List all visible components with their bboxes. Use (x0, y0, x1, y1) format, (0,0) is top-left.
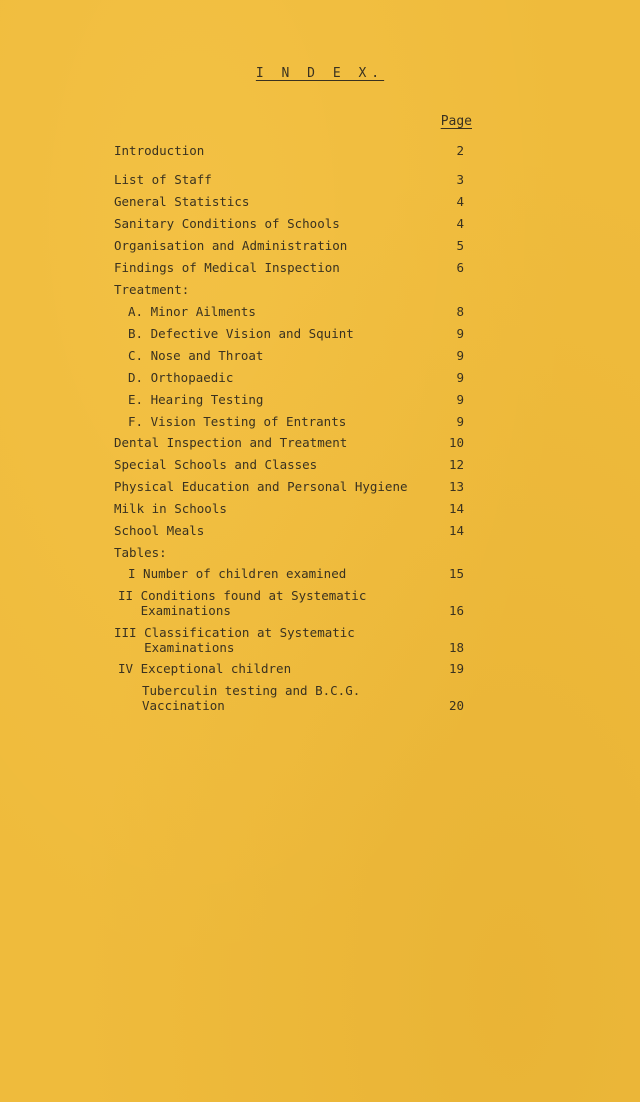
entry-page-number: 9 (456, 348, 464, 363)
index-entry (114, 479, 468, 494)
entry-page-number: 4 (456, 216, 464, 231)
index-entry (114, 143, 468, 158)
entry-label: General Statistics (114, 194, 250, 209)
entry-label: E. Hearing Testing (128, 392, 264, 407)
entry-label: D. Orthopaedic (128, 370, 234, 385)
entry-label: Organisation and Administration (114, 238, 348, 253)
index-entry (142, 683, 468, 713)
index-entry (128, 304, 468, 319)
entry-page-number: 9 (456, 370, 464, 385)
index-entry (114, 260, 468, 275)
table-index-entry (118, 588, 468, 618)
index-entry (114, 523, 468, 538)
table-index-entry (114, 625, 468, 655)
index-entry (114, 238, 468, 253)
index-entry (114, 435, 468, 450)
entry-label: Sanitary Conditions of Schools (114, 216, 340, 231)
index-entry (128, 370, 468, 385)
entry-page-number: 9 (456, 326, 464, 341)
entry-label: Dental Inspection and Treatment (114, 435, 348, 450)
index-entry (128, 348, 468, 363)
index-section-heading (114, 545, 468, 560)
entry-label: A. Minor Ailments (128, 304, 256, 319)
entry-page-number: 10 (448, 435, 464, 450)
entry-label: Tuberculin testing and B.C.G. Vaccination (142, 683, 361, 713)
entry-label: III Classification at Systematic Examinations (114, 625, 355, 655)
index-entry (114, 172, 468, 187)
entry-page-number: 2 (456, 143, 464, 158)
entry-page-number: 16 (448, 603, 464, 618)
entry-label: B. Defective Vision and Squint (128, 326, 354, 341)
entry-page-number: 14 (448, 523, 464, 538)
table-index-entry (118, 661, 468, 676)
table-index-entry (128, 566, 468, 581)
entry-label: Findings of Medical Inspection (114, 260, 340, 275)
entry-label: Physical Education and Personal Hygiene (114, 479, 408, 494)
entry-page-number: 19 (448, 661, 464, 676)
index-entry (128, 414, 468, 429)
entry-page-number: 13 (448, 479, 464, 494)
entry-label: Milk in Schools (114, 501, 227, 516)
entry-page-number: 15 (448, 566, 464, 581)
entry-page-number: 5 (456, 238, 464, 253)
entry-label: Tables: (114, 545, 167, 560)
entry-page-number: 18 (448, 640, 464, 655)
index-entry (114, 457, 468, 472)
page-column-heading: Page (440, 114, 472, 129)
entry-label: List of Staff (114, 172, 212, 187)
entry-page-number: 3 (456, 172, 464, 187)
index-section-heading (114, 282, 468, 297)
entry-label: C. Nose and Throat (128, 348, 264, 363)
index-heading: I N D E X. (255, 66, 385, 81)
entry-label: Special Schools and Classes (114, 457, 318, 472)
entry-page-number: 6 (456, 260, 464, 275)
entry-page-number: 14 (448, 501, 464, 516)
entry-label: II Conditions found at Systematic Examinations (118, 588, 367, 618)
entry-page-number: 8 (456, 304, 464, 319)
index-entry (114, 501, 468, 516)
index-entry (128, 326, 468, 341)
entry-page-number: 20 (448, 698, 464, 713)
index-entry (114, 216, 468, 231)
index-entry (128, 392, 468, 407)
entry-page-number: 4 (456, 194, 464, 209)
entry-label: Treatment: (114, 282, 190, 297)
entry-label: F. Vision Testing of Entrants (128, 414, 347, 429)
entry-label: School Meals (114, 523, 205, 538)
entry-page-number: 9 (456, 392, 464, 407)
entry-label: I Number of children examined (128, 566, 347, 581)
entry-label: Introduction (114, 143, 205, 158)
entry-label: IV Exceptional children (118, 661, 292, 676)
entry-page-number: 9 (456, 414, 464, 429)
entry-page-number: 12 (448, 457, 464, 472)
index-entry (114, 194, 468, 209)
